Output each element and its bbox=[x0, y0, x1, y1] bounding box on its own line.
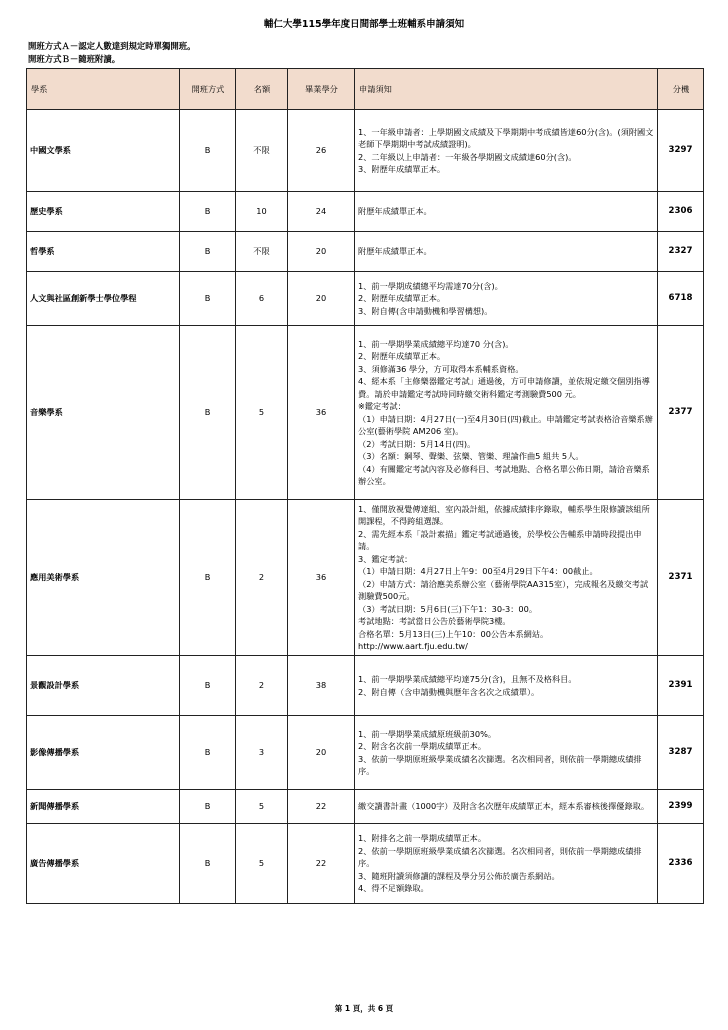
mode-cell: B bbox=[180, 272, 236, 326]
instructions-cell bbox=[355, 824, 658, 904]
instruction-line: 1、前一學期學業成績總平均達70 分(含)。 bbox=[358, 338, 514, 349]
instruction-line: （1）申請日期：4月27日(一)至4月30日(四)截止。申請鑑定考試表格洽音樂系辦公室(藝術學院 AM206 室)。 bbox=[358, 413, 653, 436]
instruction-line: 2、附歷年成績單正本。 bbox=[358, 293, 446, 304]
instruction-line: 1、附排名之前一學期成績單正本。 bbox=[358, 833, 487, 844]
instruction-line: 4、得不足額錄取。 bbox=[358, 883, 429, 894]
mode-cell: B bbox=[180, 790, 236, 824]
instructions-cell bbox=[355, 192, 658, 232]
quota-cell: 2 bbox=[236, 656, 288, 716]
instruction-line: 2、二年級以上申請者：一年級各學期國文成績達60分(含)。 bbox=[358, 151, 577, 162]
dept-cell: 中國文學系 bbox=[27, 110, 180, 192]
mode-cell: B bbox=[180, 192, 236, 232]
extension-cell: 2371 bbox=[658, 500, 704, 656]
instruction-line: ※鑑定考試： bbox=[358, 401, 406, 411]
instruction-line: （3）名額：鋼琴、聲樂、弦樂、管樂、理論作曲5 組共 5人。 bbox=[358, 451, 584, 461]
instruction-line: （2）考試日期：5月14日(四)。 bbox=[358, 438, 476, 449]
instruction-line: 考試地點：考試當日公告於藝術學院3樓。 bbox=[358, 616, 511, 626]
extension-cell: 3297 bbox=[658, 110, 704, 192]
header-code: 分機 bbox=[658, 69, 704, 110]
extension-cell: 2399 bbox=[658, 790, 704, 824]
instruction-line: 繳交讀書計畫（1000字）及附含名次歷年成績單正本，經本系審核後擇優錄取。 bbox=[358, 801, 650, 812]
instruction-line: 3、須修滿36 學分，方可取得本系輔系資格。 bbox=[358, 363, 524, 374]
dept-cell: 景觀設計學系 bbox=[27, 656, 180, 716]
table-row bbox=[27, 790, 704, 824]
table-row bbox=[27, 110, 704, 192]
quota-cell: 3 bbox=[236, 716, 288, 790]
page-footer: 第 1 頁，共 6 頁 bbox=[334, 1004, 394, 1013]
header-mode: 開班方式 bbox=[180, 69, 236, 110]
instructions-cell bbox=[355, 656, 658, 716]
credits-cell: 20 bbox=[288, 232, 355, 272]
instructions-cell bbox=[355, 272, 658, 326]
table-header-row bbox=[27, 69, 704, 110]
credits-cell: 38 bbox=[288, 656, 355, 716]
instruction-line: 3、附歷年成績單正本。 bbox=[358, 164, 446, 174]
quota-cell: 5 bbox=[236, 790, 288, 824]
instruction-line: （1）申請日期：4月27日上午9：00至4月29日下午4：00截止。 bbox=[358, 566, 598, 576]
mode-cell: B bbox=[180, 824, 236, 904]
table-row bbox=[27, 192, 704, 232]
instructions-cell bbox=[355, 716, 658, 790]
instruction-line: （3）考試日期：5月6日(三)下午1：30-3：00。 bbox=[358, 603, 538, 614]
quota-cell: 2 bbox=[236, 500, 288, 656]
instruction-line: 4、經本系「主修樂器鑑定考試」通過後，方可申請修讀，並依規定繳交個別指導費。請於申請鑑定考試時同時繳交術科鑑定考測驗費500 元。 bbox=[358, 376, 650, 399]
header-quota: 名額 bbox=[236, 69, 288, 110]
quota-cell: 5 bbox=[236, 326, 288, 500]
dept-cell: 歷史學系 bbox=[27, 192, 180, 232]
mode-cell: B bbox=[180, 326, 236, 500]
instruction-line: 3、依前一學期原班級學業成績名次篩選。名次相同者，則依前一學期總成績排序。 bbox=[358, 753, 642, 776]
dept-cell: 人文與社區創新學士學位學程 bbox=[27, 272, 180, 326]
instruction-line: 2、依前一學期原班級學業成績名次篩選。名次相同者，則依前一學期總成績排序。 bbox=[358, 845, 642, 869]
extension-cell: 2336 bbox=[658, 824, 704, 904]
quota-cell: 5 bbox=[236, 824, 288, 904]
quota-cell: 6 bbox=[236, 272, 288, 326]
instruction-line: 1、前一學期學業成績原班級前30%。 bbox=[358, 728, 497, 739]
extension-cell: 2327 bbox=[658, 232, 704, 272]
instruction-line: （4）有關鑑定考試內容及必修科目、考試地點、合格名單公佈日期，請洽音樂系辦公室。 bbox=[358, 463, 650, 486]
instructions-cell bbox=[355, 326, 658, 500]
table-row bbox=[27, 272, 704, 326]
mode-cell: B bbox=[180, 500, 236, 656]
instruction-line: 3、鑑定考試： bbox=[358, 553, 413, 564]
application-table bbox=[26, 68, 704, 904]
dept-cell: 音樂學系 bbox=[27, 326, 180, 500]
mode-cell: B bbox=[180, 110, 236, 192]
note-mode-b: 開班方式Ｂ－隨班附讀。 bbox=[28, 54, 121, 64]
instructions-cell bbox=[355, 110, 658, 192]
credits-cell: 20 bbox=[288, 272, 355, 326]
instruction-line: 附歷年成績單正本。 bbox=[358, 246, 432, 257]
instruction-line: 3、附自傳(含申請動機和學習構想)。 bbox=[358, 305, 493, 316]
mode-cell: B bbox=[180, 716, 236, 790]
instruction-line: 1、前一學期成績總平均需達70分(含)。 bbox=[358, 280, 503, 291]
instruction-line: （2）申請方式：請洽應美系辦公室（藝術學院AA315室），完成報名及繳交考試測驗費500元。 bbox=[358, 578, 649, 601]
extension-cell: 3287 bbox=[658, 716, 704, 790]
extension-cell: 2377 bbox=[658, 326, 704, 500]
instruction-line: 附歷年成績單正本。 bbox=[358, 206, 432, 217]
instruction-line: 1、僅開放視覺傳達組、室內設計組，依據成績排序錄取，輔系學生限修讀該組所開課程，不得跨組選課。 bbox=[358, 503, 650, 526]
header-instructions: 申請須知 bbox=[355, 69, 658, 110]
instruction-line: 3、隨班附讀須修讀的課程及學分另公佈於廣告系網站。 bbox=[358, 870, 560, 881]
dept-cell: 新聞傳播學系 bbox=[27, 790, 180, 824]
instruction-line: 2、附自傳（含申請動機與歷年含名次之成績單）。 bbox=[358, 686, 540, 697]
instruction-line: 1、一年級申請者：上學期國文成績及下學期期中考成績皆達60分(含)。(須附國文老師下學期期中考試成績證明)。 bbox=[358, 126, 654, 149]
instructions-cell bbox=[355, 790, 658, 824]
credits-cell: 36 bbox=[288, 326, 355, 500]
note-mode-a: 開班方式Ａ－認定人數達到規定時單獨開班。 bbox=[28, 41, 196, 51]
header-credits: 畢業學分 bbox=[288, 69, 355, 110]
quota-cell: 10 bbox=[236, 192, 288, 232]
quota-cell: 不限 bbox=[236, 232, 288, 272]
instructions-cell bbox=[355, 500, 658, 656]
dept-cell: 影像傳播學系 bbox=[27, 716, 180, 790]
extension-cell: 2306 bbox=[658, 192, 704, 232]
credits-cell: 24 bbox=[288, 192, 355, 232]
instructions-cell bbox=[355, 232, 658, 272]
table-row bbox=[27, 824, 704, 904]
instruction-line: 2、附含名次前一學期成績單正本。 bbox=[358, 741, 487, 751]
extension-cell: 6718 bbox=[658, 272, 704, 326]
dept-cell: 廣告傳播學系 bbox=[27, 824, 180, 904]
instruction-line: 2、需先經本系「設計素描」鑑定考試通過後，於學校公告輔系申請時段提出申請。 bbox=[358, 528, 642, 551]
instruction-line: 2、附歷年成績單正本。 bbox=[358, 351, 446, 361]
instruction-line: 1、前一學期學業成績總平均達75分(含)，且無不及格科目。 bbox=[358, 674, 577, 684]
page-title: 輔仁大學115學年度日間部學士班輔系申請須知 bbox=[263, 19, 465, 30]
table-body bbox=[27, 110, 704, 904]
dept-cell: 應用美術學系 bbox=[27, 500, 180, 656]
instruction-line: 合格名單：5月13日(三)上午10：00公告本系網站。 bbox=[358, 628, 549, 639]
credits-cell: 22 bbox=[288, 790, 355, 824]
credits-cell: 20 bbox=[288, 716, 355, 790]
credits-cell: 22 bbox=[288, 824, 355, 904]
dept-cell: 哲學系 bbox=[27, 232, 180, 272]
credits-cell: 26 bbox=[288, 110, 355, 192]
credits-cell: 36 bbox=[288, 500, 355, 656]
extension-cell: 2391 bbox=[658, 656, 704, 716]
instruction-line: http://www.aart.fju.edu.tw/ bbox=[358, 641, 468, 651]
table-row bbox=[27, 716, 704, 790]
mode-cell: B bbox=[180, 232, 236, 272]
table-row bbox=[27, 326, 704, 500]
table-row bbox=[27, 232, 704, 272]
mode-cell: B bbox=[180, 656, 236, 716]
quota-cell: 不限 bbox=[236, 110, 288, 192]
header-dept: 學系 bbox=[27, 69, 180, 110]
table-row bbox=[27, 500, 704, 656]
table-row bbox=[27, 656, 704, 716]
